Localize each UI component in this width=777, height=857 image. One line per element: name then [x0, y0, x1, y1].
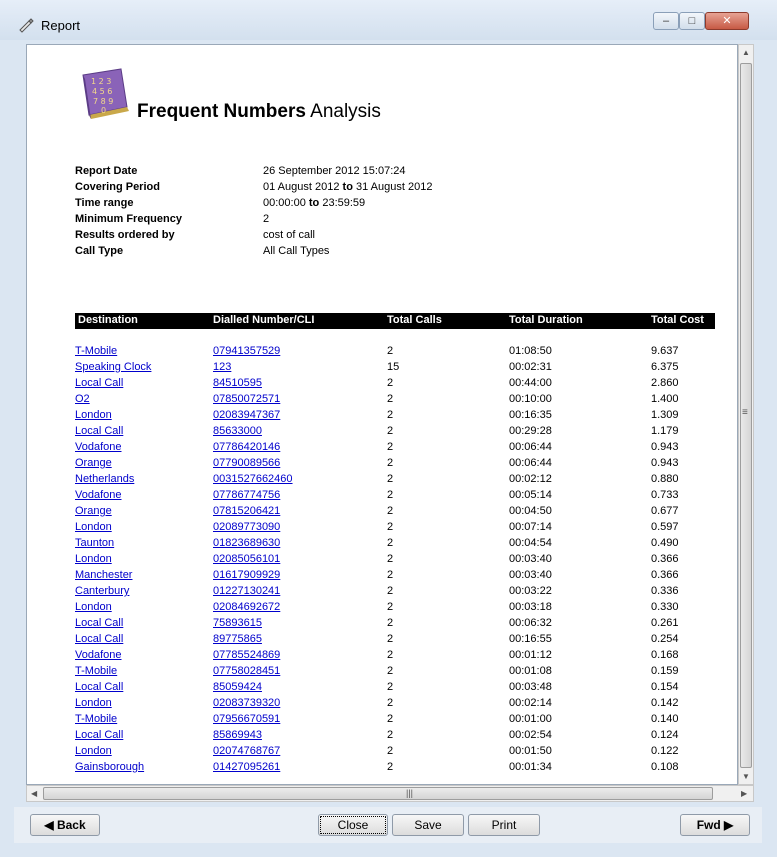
- dialled-number-link[interactable]: 84510595: [213, 377, 262, 389]
- grip-icon: ≡: [742, 407, 748, 418]
- close-button[interactable]: Close: [318, 814, 388, 836]
- destination-link[interactable]: London: [75, 409, 112, 421]
- total-cost: 0.159: [651, 665, 679, 677]
- total-cost: 0.122: [651, 745, 679, 757]
- total-calls: 2: [387, 441, 394, 453]
- total-cost: 0.366: [651, 553, 679, 565]
- vertical-scroll-thumb[interactable]: [740, 63, 752, 768]
- total-duration: 00:03:18: [509, 601, 552, 613]
- total-cost: 0.490: [651, 537, 679, 549]
- destination-link[interactable]: Local Call: [75, 425, 124, 437]
- total-cost: 0.154: [651, 681, 679, 693]
- table-row: [75, 649, 715, 665]
- total-calls: 2: [387, 473, 394, 485]
- total-calls: 2: [387, 697, 394, 709]
- window-title: Report: [41, 18, 81, 33]
- table-row: [75, 569, 715, 585]
- meta-label: Time range: [75, 197, 134, 209]
- report-title-rest: Analysis: [310, 101, 381, 122]
- meta-label: Results ordered by: [75, 229, 175, 241]
- total-duration: 00:01:12: [509, 649, 552, 661]
- destination-link[interactable]: Local Call: [75, 729, 124, 741]
- table-row: [75, 377, 715, 393]
- meta-value: cost of call: [263, 229, 315, 241]
- dialled-number-link[interactable]: 07758028451: [213, 665, 281, 677]
- table-row: [75, 617, 715, 633]
- total-duration: 00:44:00: [509, 377, 552, 389]
- table-row: [75, 537, 715, 553]
- total-calls: 2: [387, 729, 394, 741]
- close-window-button[interactable]: ✕: [705, 12, 749, 30]
- dialled-number-link[interactable]: 01227130241: [213, 585, 281, 597]
- total-calls: 2: [387, 425, 394, 437]
- svg-text:4 5 6: 4 5 6: [92, 87, 113, 96]
- total-calls: 2: [387, 761, 394, 773]
- destination-link[interactable]: Speaking Clock: [75, 361, 152, 373]
- total-calls: 2: [387, 553, 394, 565]
- total-calls: 2: [387, 569, 394, 581]
- table-row: [75, 745, 715, 761]
- total-duration: 00:02:12: [509, 473, 552, 485]
- dialled-number-link[interactable]: 07786774756: [213, 489, 281, 501]
- total-cost: 0.336: [651, 585, 679, 597]
- meta-label: Minimum Frequency: [75, 213, 182, 225]
- total-duration: 00:10:00: [509, 393, 552, 405]
- title-bar[interactable]: [0, 0, 777, 40]
- total-duration: 00:01:00: [509, 713, 552, 725]
- total-cost: 0.140: [651, 713, 679, 725]
- table-row: [75, 761, 715, 777]
- table-row: [75, 345, 715, 361]
- table-row: [75, 553, 715, 569]
- dialled-number-link[interactable]: 07956670591: [213, 713, 281, 725]
- destination-link[interactable]: Vodafone: [75, 489, 122, 501]
- total-duration: 00:16:35: [509, 409, 552, 421]
- total-duration: 00:16:55: [509, 633, 552, 645]
- table-row: [75, 361, 715, 377]
- dialled-number-link[interactable]: 75893615: [213, 617, 262, 629]
- destination-link[interactable]: Netherlands: [75, 473, 135, 485]
- total-calls: 2: [387, 345, 394, 357]
- total-cost: 0.168: [651, 649, 679, 661]
- destination-link[interactable]: Orange: [75, 505, 112, 517]
- dialled-number-link[interactable]: 123: [213, 361, 232, 373]
- total-cost: 1.309: [651, 409, 679, 421]
- dialled-number-link[interactable]: 89775865: [213, 633, 262, 645]
- button-bar: [14, 807, 762, 843]
- meta-value-part: 00:00:00: [263, 197, 306, 209]
- destination-link[interactable]: London: [75, 521, 112, 533]
- table-row: [75, 713, 715, 729]
- total-cost: 1.179: [651, 425, 679, 437]
- total-cost: 0.330: [651, 601, 679, 613]
- horizontal-scrollbar[interactable]: [26, 785, 754, 802]
- meta-label: Report Date: [75, 165, 138, 177]
- dialled-number-link[interactable]: 07850072571: [213, 393, 281, 405]
- svg-text:7 8 9: 7 8 9: [93, 97, 114, 106]
- dialled-number-link[interactable]: 07790089566: [213, 457, 281, 469]
- total-calls: 2: [387, 505, 394, 517]
- svg-text:1 2 3: 1 2 3: [91, 77, 112, 86]
- meta-value-part: 23:59:59: [322, 197, 366, 209]
- table-header: [75, 313, 715, 329]
- dialled-number-link[interactable]: 02089773090: [213, 521, 281, 533]
- table-row: [75, 441, 715, 457]
- destination-link[interactable]: Manchester: [75, 569, 133, 581]
- total-duration: 00:04:54: [509, 537, 552, 549]
- report-pen-icon: [18, 17, 34, 33]
- meta-connector: to: [308, 197, 320, 209]
- table-row: [75, 585, 715, 601]
- total-cost: 0.108: [651, 761, 679, 773]
- total-duration: 00:02:54: [509, 729, 552, 741]
- total-calls: 2: [387, 649, 394, 661]
- total-duration: 00:03:40: [509, 569, 552, 581]
- dialled-number-link[interactable]: 85633000: [213, 425, 262, 437]
- total-duration: 00:06:44: [509, 441, 552, 453]
- destination-link[interactable]: Vodafone: [75, 649, 122, 661]
- destination-link[interactable]: Gainsborough: [75, 761, 145, 773]
- dialled-number-link[interactable]: 85059424: [213, 681, 262, 693]
- horizontal-scroll-thumb[interactable]: [43, 787, 713, 800]
- keypad-book-icon: [77, 67, 133, 119]
- destination-link[interactable]: T-Mobile: [75, 713, 118, 725]
- total-duration: 00:01:34: [509, 761, 552, 773]
- dialled-number-link[interactable]: 02085056101: [213, 553, 281, 565]
- total-cost: 1.400: [651, 393, 679, 405]
- dialled-number-link[interactable]: 02084692672: [213, 601, 281, 613]
- total-duration: 00:05:14: [509, 489, 552, 501]
- meta-value: All Call Types: [263, 245, 330, 257]
- total-calls: 2: [387, 409, 394, 421]
- dialled-number-link[interactable]: 01427095261: [213, 761, 281, 773]
- destination-link[interactable]: Local Call: [75, 377, 124, 389]
- scroll-left-icon[interactable]: ◀: [31, 789, 38, 798]
- minimize-button[interactable]: –: [653, 12, 679, 30]
- meta-value: 2: [263, 213, 270, 225]
- dialled-number-link[interactable]: 01617909929: [213, 569, 281, 581]
- report-title-bold: Frequent Numbers: [137, 101, 306, 122]
- header-total-duration: Total Duration: [509, 314, 583, 326]
- total-cost: 0.943: [651, 457, 679, 469]
- total-calls: 2: [387, 681, 394, 693]
- table-row: [75, 505, 715, 521]
- total-calls: 2: [387, 521, 394, 533]
- destination-link[interactable]: O2: [75, 393, 90, 405]
- table-row: [75, 601, 715, 617]
- destination-link[interactable]: London: [75, 553, 112, 565]
- destination-link[interactable]: Canterbury: [75, 585, 130, 597]
- report-content: [26, 44, 738, 785]
- destination-link[interactable]: Local Call: [75, 681, 124, 693]
- destination-link[interactable]: Vodafone: [75, 441, 122, 453]
- total-duration: 00:03:22: [509, 585, 552, 597]
- header-total-cost: Total Cost: [651, 314, 704, 326]
- header-dialled-number: Dialled Number/CLI: [213, 314, 315, 326]
- table-row: [75, 473, 715, 489]
- total-calls: 2: [387, 393, 394, 405]
- table-row: [75, 489, 715, 505]
- meta-value: [263, 181, 432, 193]
- total-duration: 00:06:44: [509, 457, 552, 469]
- total-duration: 00:06:32: [509, 617, 552, 629]
- table-row: [75, 729, 715, 745]
- dialled-number-link[interactable]: 01823689630: [213, 537, 281, 549]
- total-duration: 00:02:14: [509, 697, 552, 709]
- save-button[interactable]: Save: [392, 814, 464, 836]
- destination-link[interactable]: Orange: [75, 457, 112, 469]
- total-duration: 00:01:08: [509, 665, 552, 677]
- scroll-right-icon[interactable]: ▶: [741, 789, 748, 798]
- dialled-number-link[interactable]: 02083947367: [213, 409, 281, 421]
- table-row: [75, 665, 715, 681]
- total-cost: 0.261: [651, 617, 679, 629]
- total-calls: 2: [387, 585, 394, 597]
- total-cost: 9.637: [651, 345, 679, 357]
- destination-link[interactable]: T-Mobile: [75, 665, 118, 677]
- total-cost: 2.860: [651, 377, 679, 389]
- total-cost: 0.254: [651, 633, 679, 645]
- meta-value: 26 September 2012 15:07:24: [263, 165, 406, 177]
- total-calls: 2: [387, 633, 394, 645]
- vertical-scrollbar[interactable]: [738, 44, 754, 785]
- table-row: [75, 697, 715, 713]
- destination-link[interactable]: T-Mobile: [75, 345, 118, 357]
- svg-text:0: 0: [101, 106, 107, 115]
- scroll-up-icon[interactable]: ▲: [742, 48, 750, 57]
- total-duration: 00:01:50: [509, 745, 552, 757]
- total-cost: 0.597: [651, 521, 679, 533]
- destination-link[interactable]: Taunton: [75, 537, 115, 549]
- destination-link[interactable]: London: [75, 601, 112, 613]
- total-calls: 2: [387, 665, 394, 677]
- meta-value: [263, 197, 365, 209]
- back-button[interactable]: ◀ Back: [30, 814, 100, 836]
- destination-link[interactable]: London: [75, 745, 112, 757]
- destination-link[interactable]: Local Call: [75, 633, 124, 645]
- total-cost: 6.375: [651, 361, 679, 373]
- table-row: [75, 681, 715, 697]
- total-calls: 2: [387, 537, 394, 549]
- total-duration: 00:29:28: [509, 425, 552, 437]
- total-calls: 2: [387, 377, 394, 389]
- table-row: [75, 409, 715, 425]
- total-cost: 0.142: [651, 697, 679, 709]
- meta-connector: to: [342, 181, 353, 193]
- total-cost: 0.677: [651, 505, 679, 517]
- print-button[interactable]: Print: [468, 814, 540, 836]
- dialled-number-link[interactable]: 07815206421: [213, 505, 281, 517]
- total-calls: 2: [387, 617, 394, 629]
- total-calls: 2: [387, 601, 394, 613]
- total-calls: 2: [387, 457, 394, 469]
- report-title: [137, 101, 381, 123]
- total-duration: 00:02:31: [509, 361, 552, 373]
- dialled-number-link[interactable]: 07786420146: [213, 441, 281, 453]
- dialled-number-link[interactable]: 02074768767: [213, 745, 281, 757]
- total-duration: 00:04:50: [509, 505, 552, 517]
- table-row: [75, 521, 715, 537]
- total-cost: 0.733: [651, 489, 679, 501]
- destination-link[interactable]: Local Call: [75, 617, 124, 629]
- dialled-number-link[interactable]: 85869943: [213, 729, 262, 741]
- total-cost: 0.124: [651, 729, 679, 741]
- header-destination: Destination: [78, 314, 138, 326]
- dialled-number-link[interactable]: 0031527662460: [213, 473, 293, 485]
- grip-icon: |||: [406, 788, 414, 798]
- meta-value-part: 31 August 2012: [355, 181, 433, 193]
- dialled-number-link[interactable]: 07785524869: [213, 649, 281, 661]
- dialled-number-link[interactable]: 07941357529: [213, 345, 281, 357]
- total-calls: 2: [387, 489, 394, 501]
- table-row: [75, 425, 715, 441]
- table-row: [75, 457, 715, 473]
- destination-link[interactable]: London: [75, 697, 112, 709]
- total-duration: 00:03:40: [509, 553, 552, 565]
- total-duration: 01:08:50: [509, 345, 552, 357]
- total-cost: 0.366: [651, 569, 679, 581]
- meta-value-part: 01 August 2012: [263, 181, 340, 193]
- total-calls: 2: [387, 713, 394, 725]
- maximize-button[interactable]: □: [679, 12, 705, 30]
- meta-label: Call Type: [75, 245, 124, 257]
- dialled-number-link[interactable]: 02083739320: [213, 697, 281, 709]
- fwd-button[interactable]: Fwd ▶: [680, 814, 750, 836]
- total-cost: 0.943: [651, 441, 679, 453]
- table-row: [75, 633, 715, 649]
- total-calls: 2: [387, 745, 394, 757]
- total-duration: 00:03:48: [509, 681, 552, 693]
- scroll-down-icon[interactable]: ▼: [742, 772, 750, 781]
- total-duration: 00:07:14: [509, 521, 552, 533]
- total-cost: 0.880: [651, 473, 679, 485]
- meta-label: Covering Period: [75, 181, 160, 193]
- total-calls: 15: [387, 361, 400, 373]
- table-row: [75, 393, 715, 409]
- header-total-calls: Total Calls: [387, 314, 442, 326]
